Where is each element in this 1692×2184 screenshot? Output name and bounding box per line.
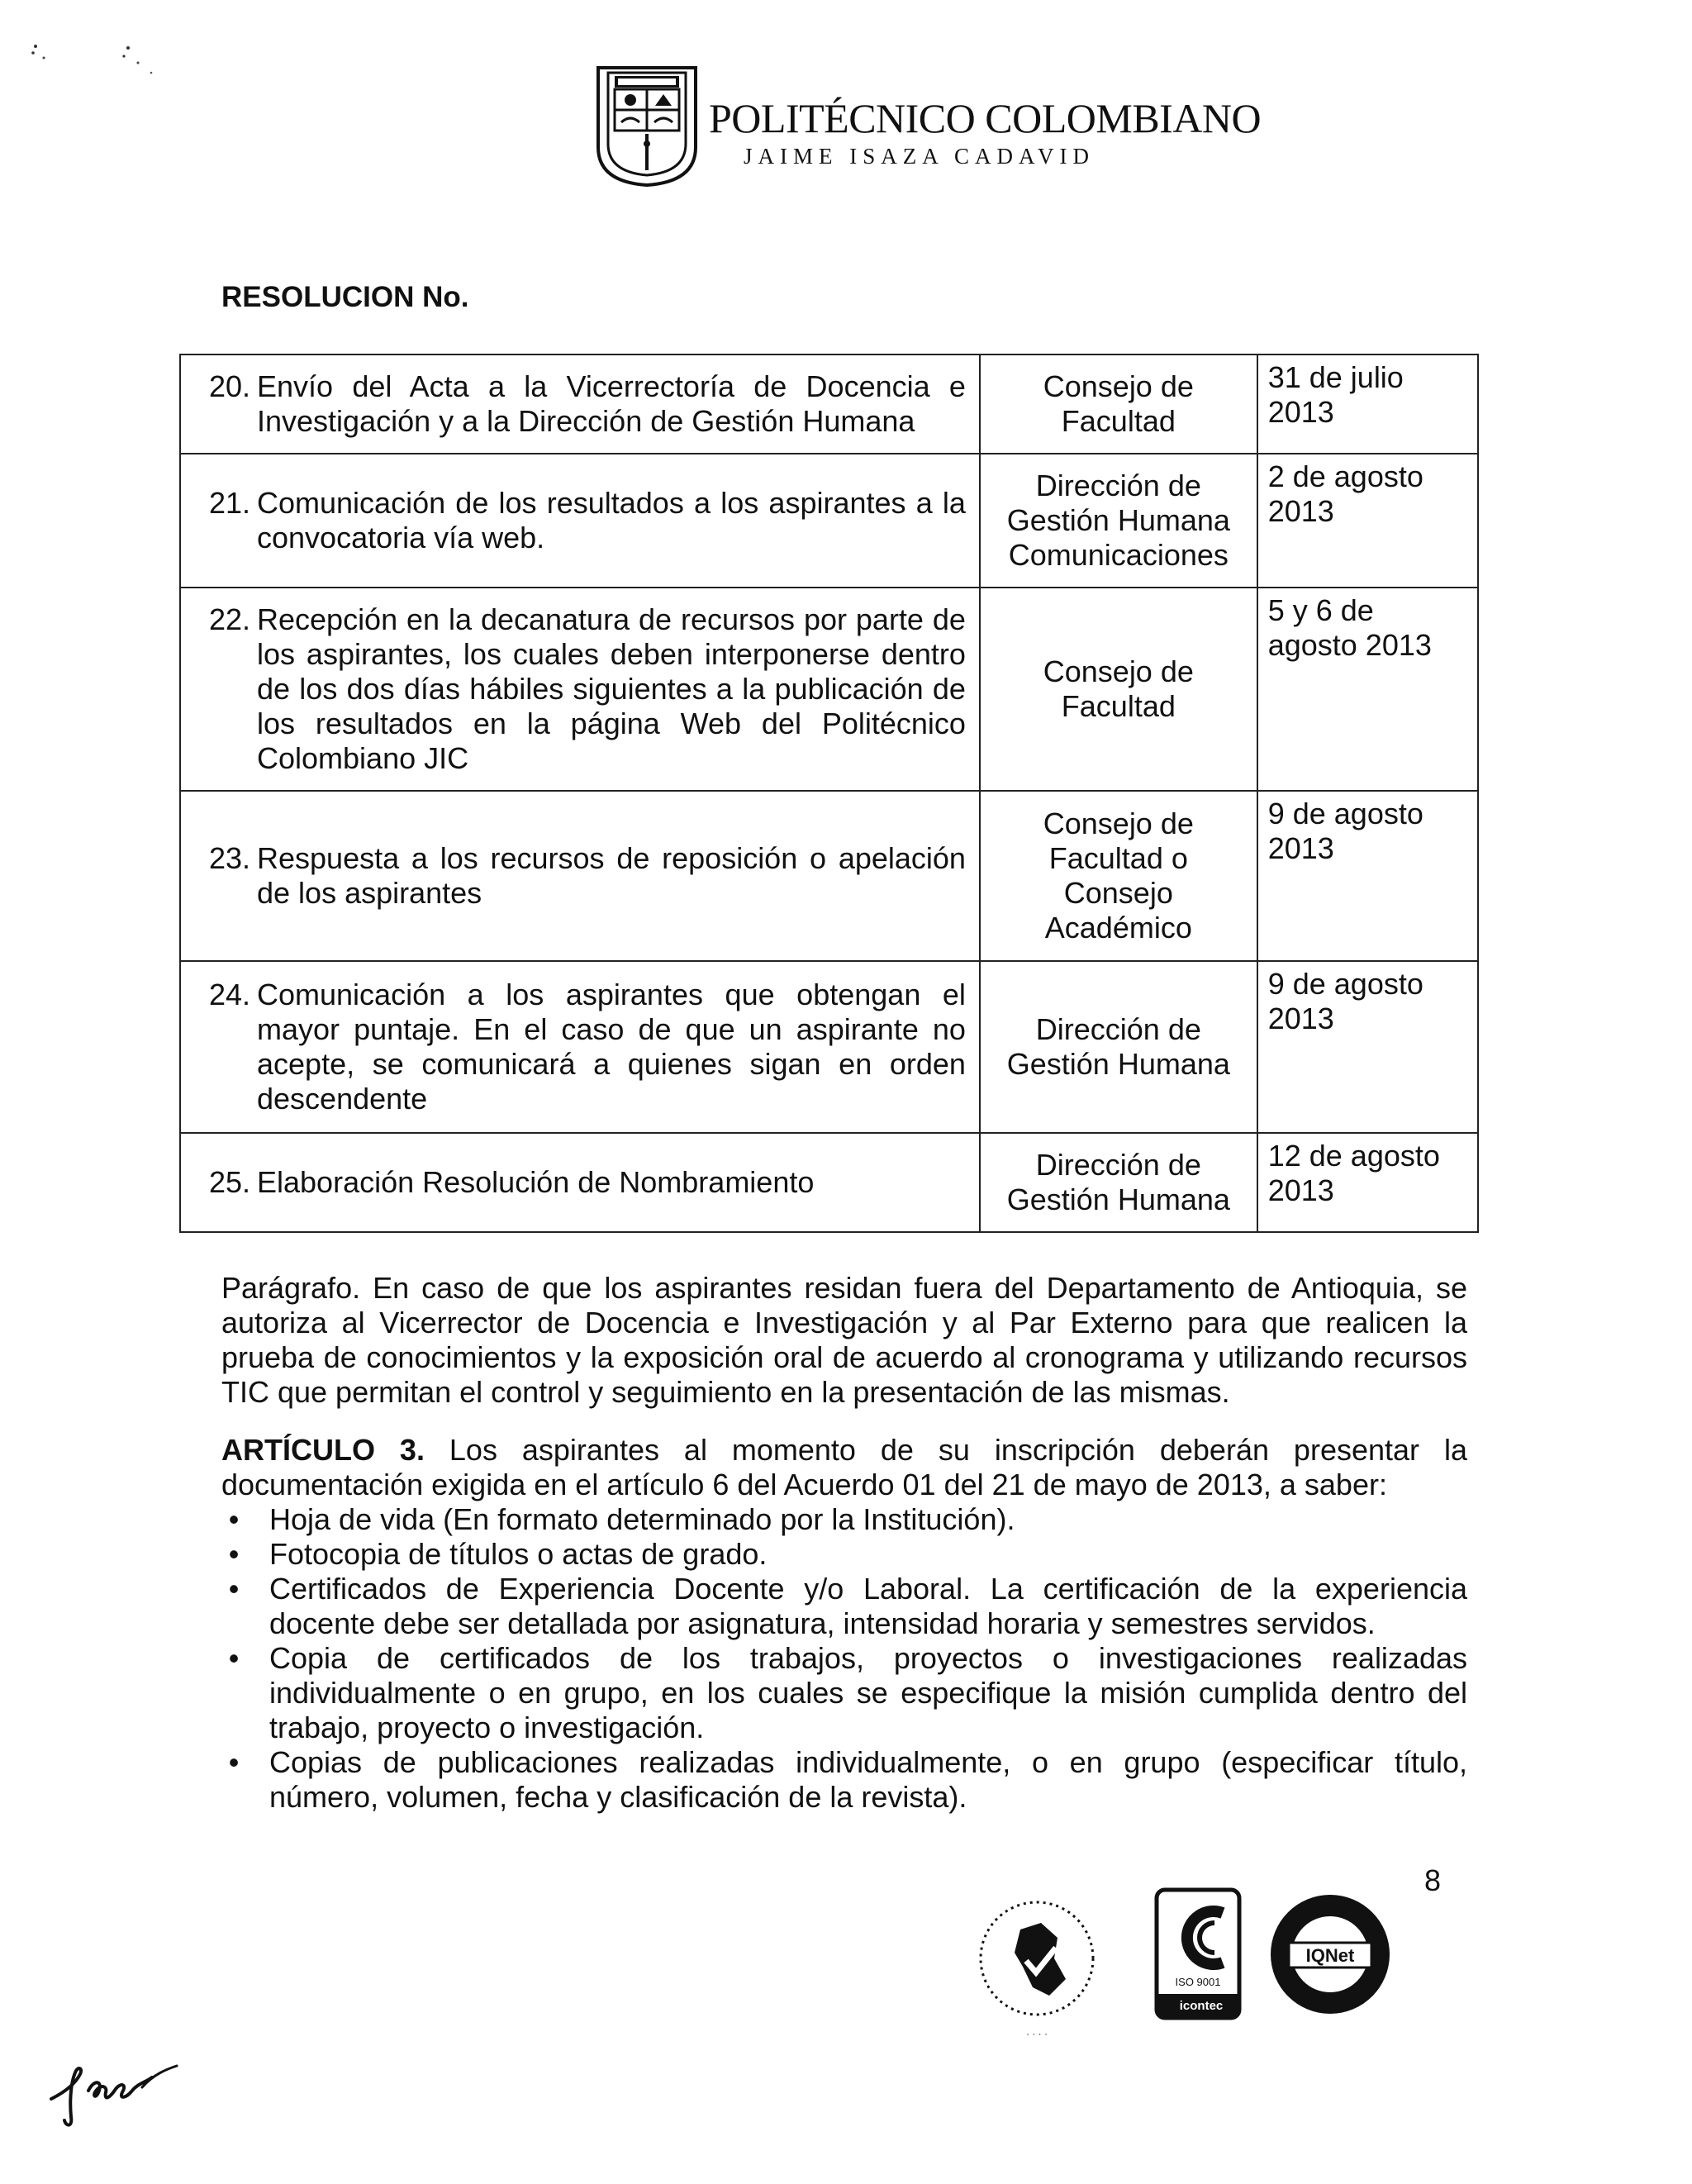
articulo-label: ARTÍCULO 3.	[221, 1433, 425, 1467]
activity-number: 25.	[208, 1165, 250, 1199]
responsible-cell: Consejo de Facultad	[980, 588, 1257, 791]
table-row	[180, 961, 1478, 1133]
colombia-quality-seal-icon	[981, 1902, 1093, 2039]
icontec-seal-icon	[1157, 1890, 1239, 2018]
document-header	[593, 64, 1262, 188]
activity-number: 24.	[208, 978, 250, 1011]
schedule-table	[179, 354, 1479, 1233]
list-item-text: Hoja de vida (En formato determinado por la Institución).	[269, 1502, 1015, 1536]
responsible-cell: Consejo de Facultad	[980, 354, 1257, 454]
institution-crest-icon	[593, 64, 701, 187]
date-cell: 9 de agosto 2013	[1257, 961, 1478, 1133]
activity-number: 21.	[208, 486, 250, 520]
activity-text: Recepción en la decanatura de recursos por parte de los aspirantes, los cuales deben interponerse dentro de los dos días hábiles siguientes a la publicación de los resultados en la página Web del Politécnico Colombiano JIC	[257, 602, 966, 775]
page-number: 8	[1424, 1863, 1442, 1897]
activity-cell	[180, 791, 980, 961]
cert-icontec-label: icontec	[1179, 1999, 1224, 2013]
svg-text:· · · ·: · · · ·	[1026, 2028, 1048, 2039]
table-row	[180, 791, 1478, 961]
table-row	[180, 588, 1478, 791]
requirements-list	[221, 1502, 1467, 1815]
iqnet-seal-icon	[1271, 1895, 1390, 2014]
responsible-cell: Dirección de Gestión Humana Comunicaciones	[980, 454, 1257, 588]
institution-subtitle: JAIME ISAZA CADAVID	[744, 144, 1096, 169]
activity-cell	[180, 354, 980, 454]
institution-name: POLITÉCNICO COLOMBIANO	[709, 95, 1262, 141]
list-item-text: Copia de certificados de los trabajos, proyectos o investigaciones realizadas individualmente o en grupo, en los cuales se especifique la misión cumplida dentro del trabajo, proyecto o investigación.	[269, 1641, 1467, 1744]
bullet-icon: •	[228, 1537, 240, 1571]
activity-text: Respuesta a los recursos de reposición o apelación de los aspirantes	[257, 841, 966, 910]
bullet-icon: •	[228, 1572, 240, 1606]
activity-cell	[180, 961, 980, 1133]
activity-number: 22.	[208, 602, 250, 636]
scan-specks	[29, 40, 169, 89]
responsible-cell: Dirección de Gestión Humana	[980, 961, 1257, 1133]
table-row	[180, 454, 1478, 588]
cert-iqnet-label: IQNet	[1305, 1945, 1355, 1966]
activity-number: 23.	[208, 841, 250, 875]
date-cell: 2 de agosto 2013	[1257, 454, 1478, 588]
bullet-icon: •	[228, 1745, 240, 1779]
activity-cell	[180, 588, 980, 791]
list-item	[221, 1641, 1467, 1745]
activity-cell	[180, 1133, 980, 1232]
list-item-text: Fotocopia de títulos o actas de grado.	[269, 1537, 768, 1571]
responsible-cell: Consejo de Facultad o Consejo Académico	[980, 791, 1257, 961]
articulo-3	[221, 1433, 1467, 1502]
handwritten-initials-signature	[43, 2041, 183, 2132]
activity-text: Envío del Acta a la Vicerrectoría de Docencia e Investigación y a la Dirección de Gestión Humana	[257, 369, 966, 438]
list-item	[221, 1537, 1467, 1572]
activity-text: Elaboración Resolución de Nombramiento	[257, 1165, 815, 1199]
cert-iso-label: ISO 9001	[1175, 1976, 1221, 1988]
table-row	[180, 1133, 1478, 1232]
list-item-text: Certificados de Experiencia Docente y/o Laboral. La certificación de la experiencia docente debe ser detallada por asignatura, intensidad horaria y semestres servidos.	[269, 1572, 1467, 1640]
date-cell: 9 de agosto 2013	[1257, 791, 1478, 961]
table-row	[180, 354, 1478, 454]
activity-text: Comunicación a los aspirantes que obtengan el mayor puntaje. En el caso de que un aspirante no acepte, se comunicará a quienes sigan en orden descendente	[257, 978, 966, 1116]
date-cell: 31 de julio 2013	[1257, 354, 1478, 454]
date-cell: 12 de agosto 2013	[1257, 1133, 1478, 1232]
list-item-text: Copias de publicaciones realizadas individualmente, o en grupo (especificar título, número, volumen, fecha y clasificación de la revista).	[269, 1745, 1467, 1814]
bullet-icon: •	[228, 1641, 240, 1675]
activity-cell	[180, 454, 980, 588]
responsible-cell: Dirección de Gestión Humana	[980, 1133, 1257, 1232]
list-item	[221, 1502, 1467, 1537]
articulo-text: Los aspirantes al momento de su inscripción deberán presentar la documentación exigida en el artículo 6 del Acuerdo 01 del 21 de mayo de 2013, a saber:	[221, 1433, 1467, 1501]
activity-text: Comunicación de los resultados a los aspirantes a la convocatoria vía web.	[257, 486, 966, 554]
paragrafo-text: Parágrafo. En caso de que los aspirantes residan fuera del Departamento de Antioquia, se autoriza al Vicerrector de Docencia e Investigación y al Par Externo para que realicen la prueba de conocimientos y la exposición oral de acuerdo al cronograma y utilizando recursos TIC que permitan el control y seguimiento en la presentación de las mismas.	[221, 1271, 1467, 1409]
activity-number: 20.	[208, 369, 250, 403]
certification-logos	[975, 1880, 1404, 2053]
list-item	[221, 1745, 1467, 1815]
date-cell: 5 y 6 de agosto 2013	[1257, 588, 1478, 791]
list-item	[221, 1572, 1467, 1641]
bullet-icon: •	[228, 1502, 240, 1536]
resolution-title: RESOLUCION No.	[221, 281, 469, 313]
